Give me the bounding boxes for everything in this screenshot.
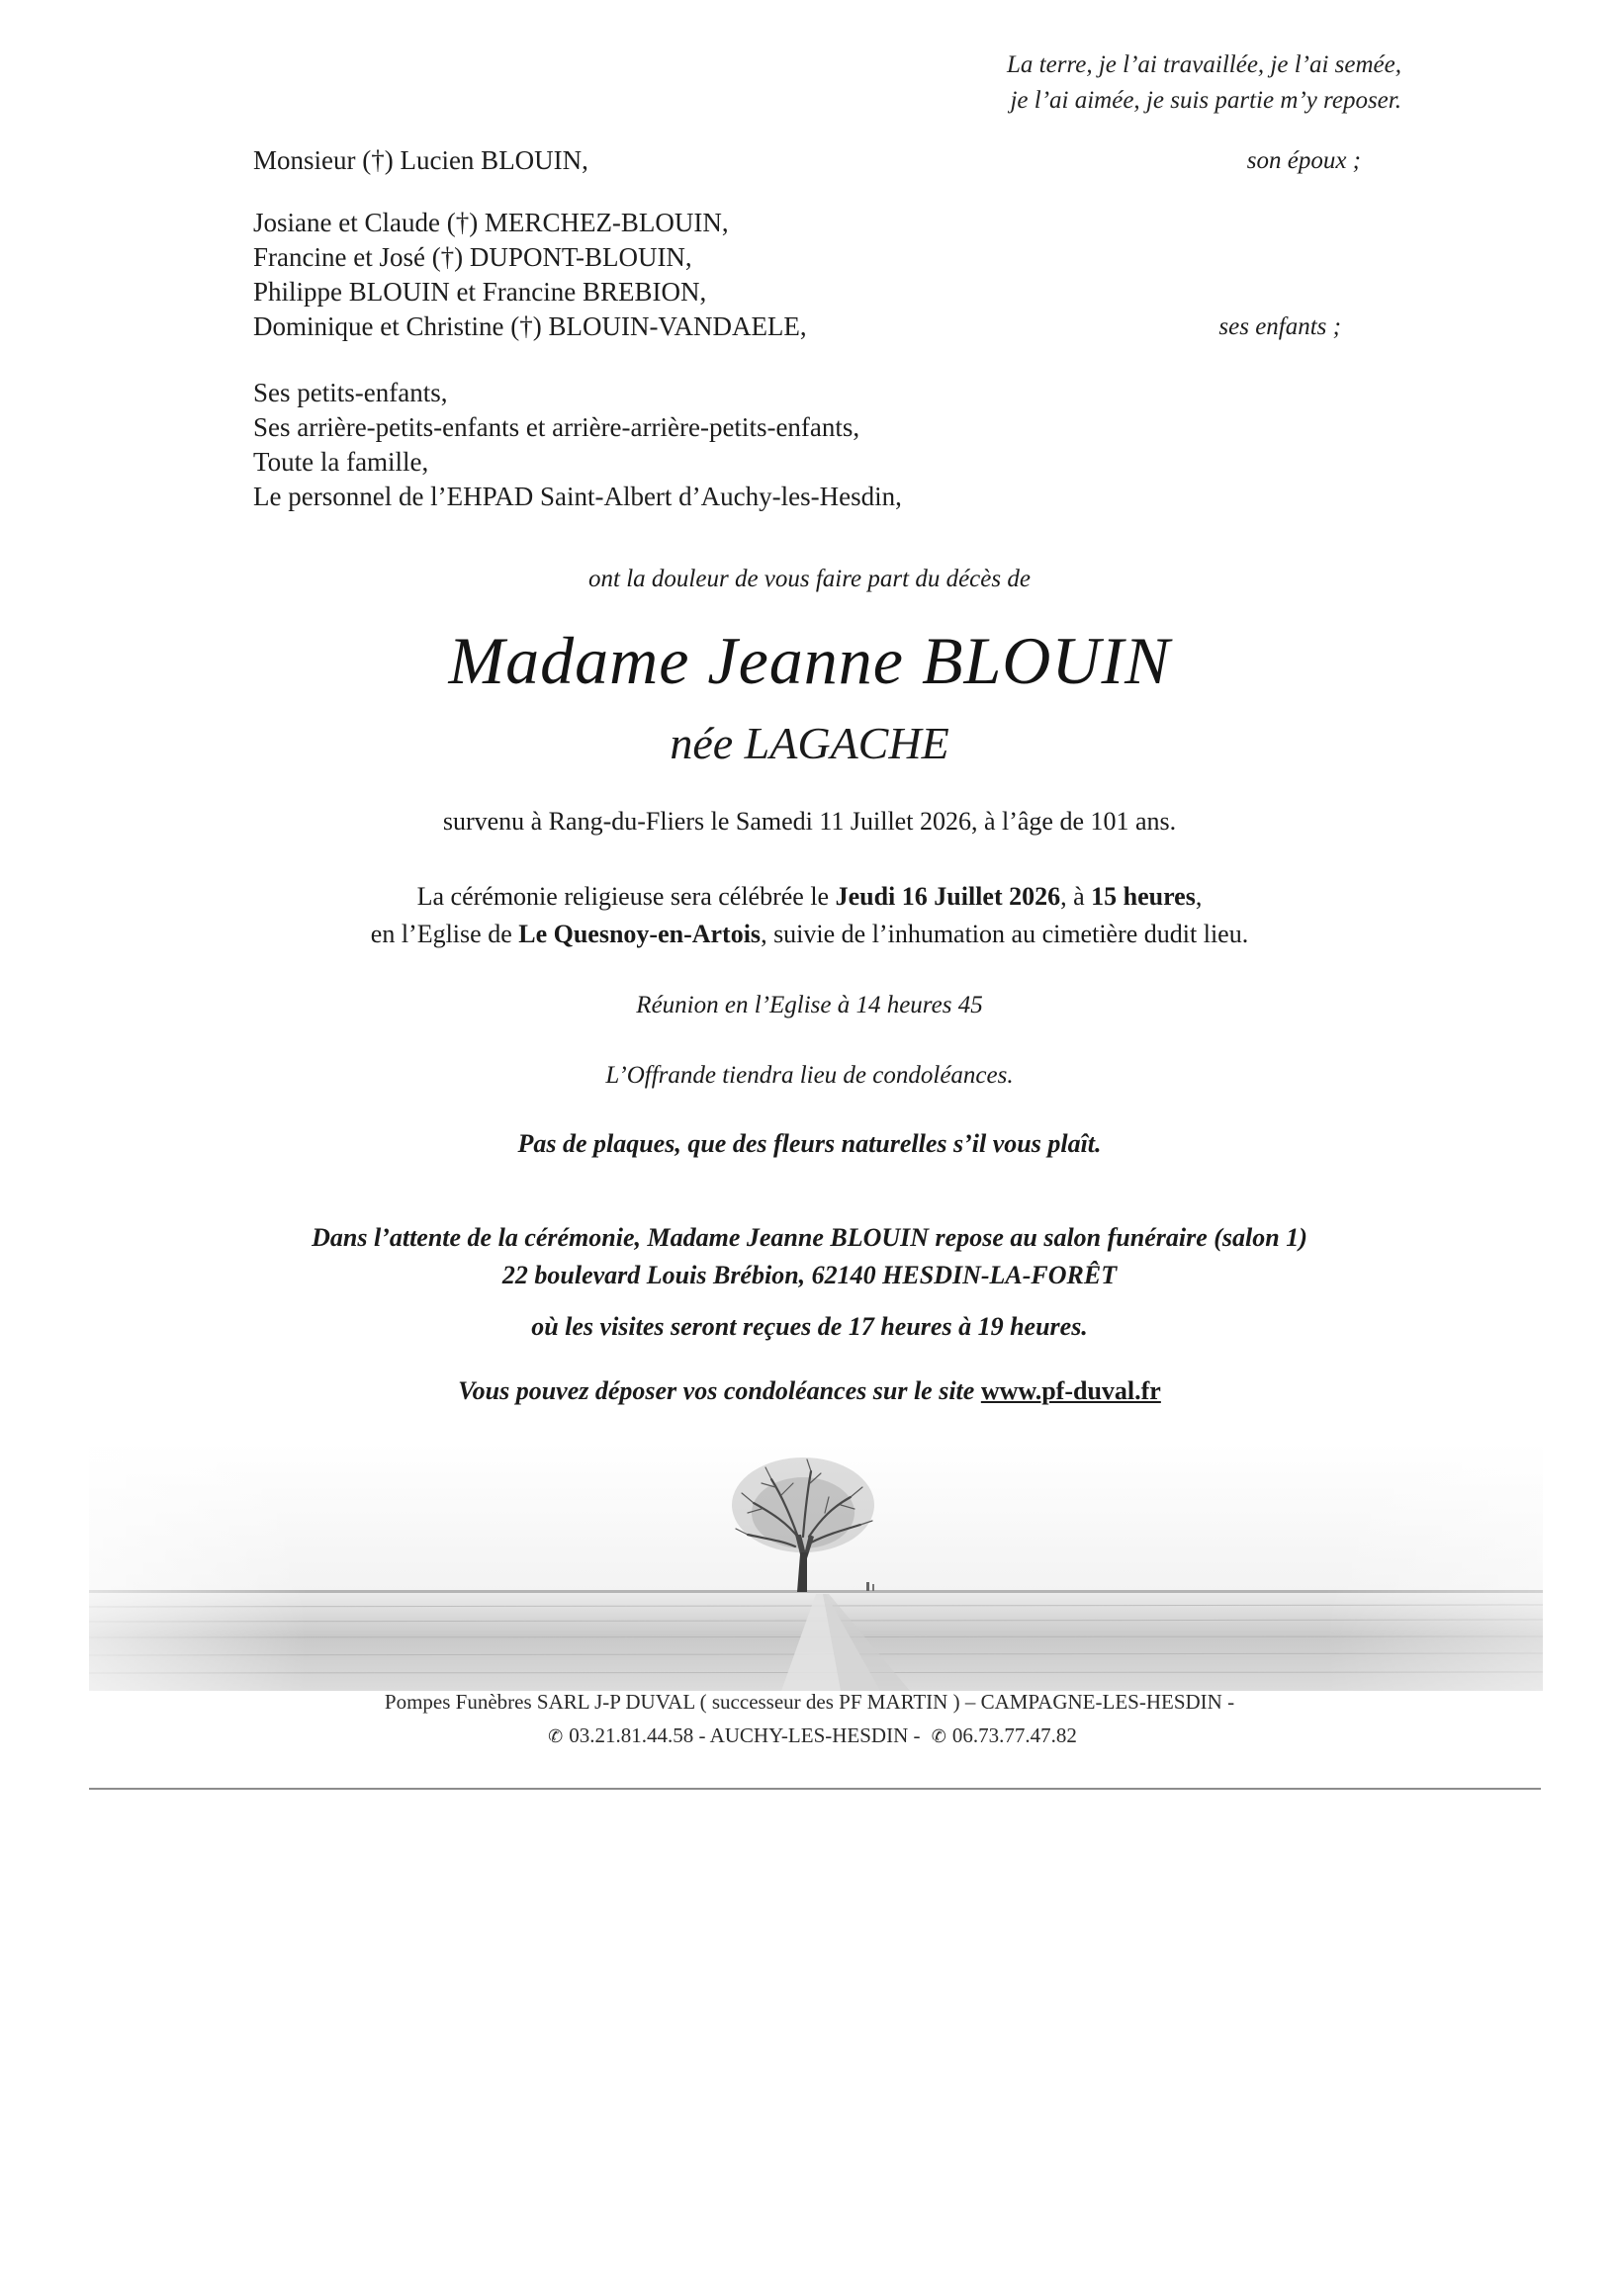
condolences-website-link[interactable]: www.pf-duval.fr (980, 1376, 1161, 1405)
ceremony-text: , à (1060, 882, 1092, 911)
maiden-name: née LAGACHE (670, 718, 949, 768)
condolences-text: Vous pouvez déposer vos condoléances sur le site (458, 1376, 981, 1405)
offering-note: L’Offrande tiendra lieu de condoléances. (605, 1062, 1014, 1089)
visit-hours: où les visites seront reçues de 17 heures à 19 heures. (531, 1312, 1088, 1341)
ceremony-line-1 (0, 878, 1619, 916)
family-other-row: Le personnel de l’EHPAD Saint-Albert d’Auchy-les-Hesdin, (253, 482, 902, 511)
phone-icon: ✆ (931, 1726, 946, 1746)
condolences-note (0, 1376, 1619, 1406)
child-row: Francine et José (†) DUPONT-BLOUIN, (253, 242, 692, 272)
reunion-time: Réunion en l’Eglise à 14 heures 45 (636, 992, 983, 1018)
child-row: Josiane et Claude (†) MERCHEZ-BLOUIN, (253, 208, 729, 237)
child-name: Dominique et Christine (†) BLOUIN-VANDAELE, (253, 311, 807, 341)
ceremony-line-2 (0, 916, 1619, 953)
family-spouse-block (253, 143, 1361, 178)
ceremony-text: , suivie de l’inhumation au cimetière dudit lieu. (761, 920, 1249, 948)
visit-details (0, 1219, 1619, 1346)
ceremony-time: 15 heures (1091, 882, 1196, 911)
ceremony-text: La cérémonie religieuse sera célébrée le (416, 882, 836, 911)
deceased-name: Madame Jeanne BLOUIN (448, 623, 1171, 698)
ceremony-date: Jeudi 16 Juillet 2026 (835, 882, 1061, 911)
landscape-tree-image (89, 1444, 1543, 1691)
funeral-home-footer (0, 1685, 1619, 1753)
children-relation: ses enfants ; (1218, 313, 1341, 340)
funeral-home-name: Pompes Funèbres SARL J-P DUVAL ( successeur des PF MARTIN ) – CAMPAGNE-LES-HESDIN - (384, 1690, 1235, 1714)
family-others-block (253, 376, 1361, 514)
phone-icon: ✆ (548, 1726, 564, 1746)
ceremony-text: en l’Eglise de (370, 920, 519, 948)
child-row: Philippe BLOUIN et Francine BREBION, (253, 277, 707, 307)
phone-separator: - AUCHY-LES-HESDIN - (693, 1723, 926, 1747)
family-other-row: Ses arrière-petits-enfants et arrière-arrière-petits-enfants, (253, 412, 860, 442)
phone-number-2: 06.73.77.47.82 (951, 1723, 1077, 1747)
flowers-note: Pas de plaques, que des fleurs naturelles s’il vous plaît. (517, 1129, 1102, 1158)
ceremony-details (0, 878, 1619, 953)
funeral-home-phones (0, 1719, 1619, 1753)
death-details: survenu à Rang-du-Fliers le Samedi 11 Juillet 2026, à l’âge de 101 ans. (442, 807, 1177, 836)
footer-divider (89, 1788, 1541, 1790)
spouse-relation: son époux ; (1246, 147, 1361, 174)
visit-line-1: Dans l’attente de la cérémonie, Madame Jeanne BLOUIN repose au salon funéraire (salon 1) (312, 1223, 1307, 1252)
ceremony-text: , (1195, 882, 1203, 911)
spouse-name: Monsieur (†) Lucien BLOUIN, (253, 145, 588, 175)
announcement-intro: ont la douleur de vous faire part du décès de (588, 566, 1031, 592)
epigraph-line-2: je l’ai aimée, je suis partie m’y reposer. (1010, 87, 1401, 114)
epigraph (1007, 47, 1401, 119)
family-other-row: Ses petits-enfants, (253, 378, 448, 407)
family-other-row: Toute la famille, (253, 447, 429, 477)
ceremony-place: Le Quesnoy-en-Artois (518, 920, 762, 948)
epigraph-line-1: La terre, je l’ai travaillée, je l’ai semée, (1007, 51, 1401, 78)
child-row-last (253, 309, 1361, 344)
family-children-block (253, 206, 1361, 344)
visit-address: 22 boulevard Louis Brébion, 62140 HESDIN-LA-FORÊT (501, 1261, 1118, 1289)
phone-number-1: 03.21.81.44.58 (569, 1723, 694, 1747)
spouse-row (253, 143, 1361, 178)
